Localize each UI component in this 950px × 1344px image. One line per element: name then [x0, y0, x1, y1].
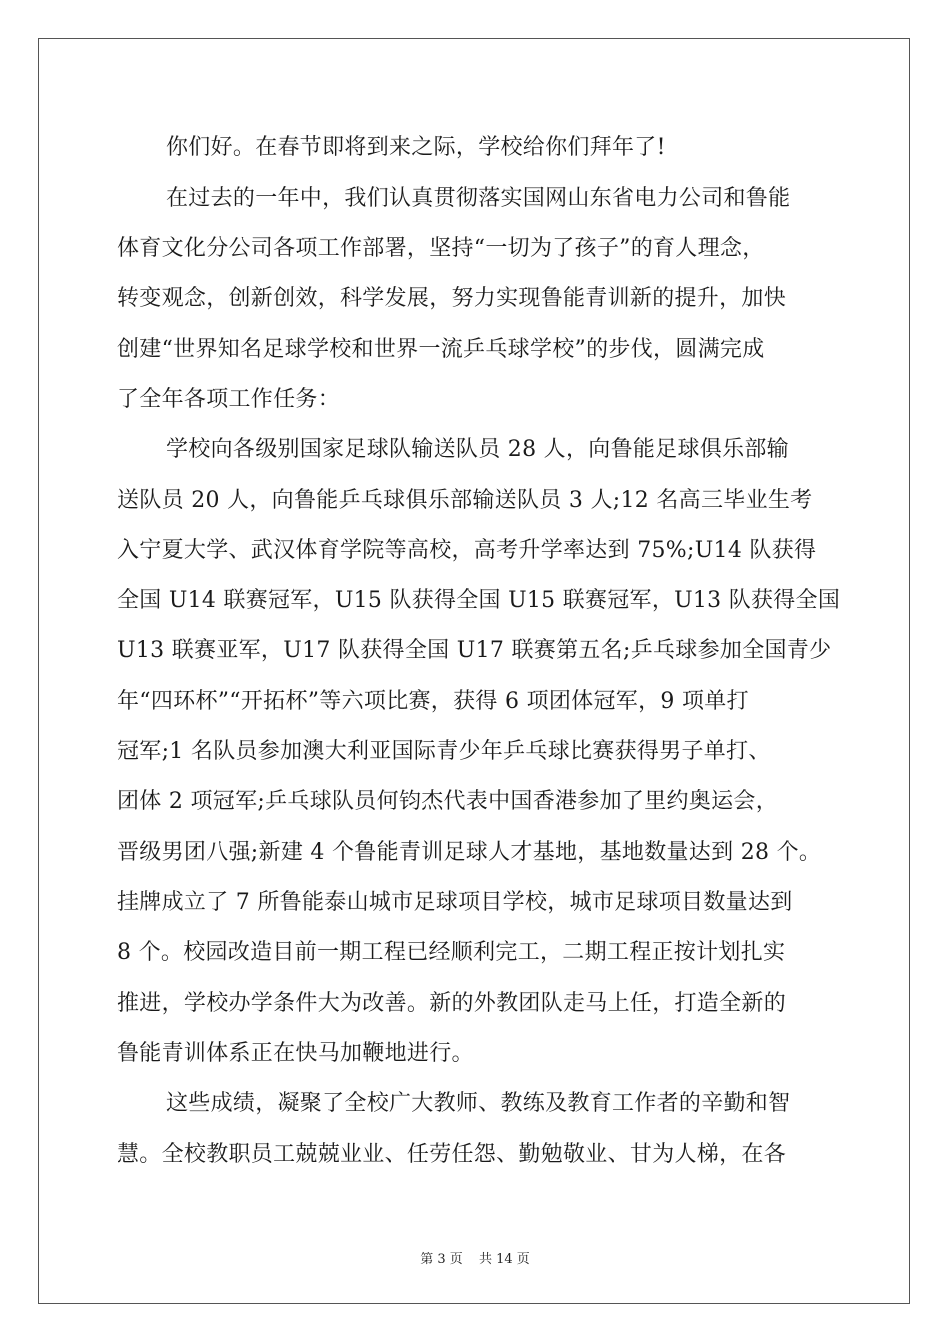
- text-line: 鲁能青训体系正在快马加鞭地进行。: [117, 1041, 474, 1066]
- text-line: 团体 2 项冠军;乒乓球队员何钧杰代表中国香港参加了里约奥运会，: [117, 789, 778, 814]
- text-line: 学校向各级别国家足球队输送队员 28 人，向鲁能足球俱乐部输: [166, 437, 789, 462]
- text-line: 这些成绩，凝聚了全校广大教师、教练及教育工作者的辛勤和智: [166, 1091, 791, 1116]
- text-line: 创建“世界知名足球学校和世界一流乒乓球学校”的步伐，圆满完成: [117, 337, 765, 362]
- page-footer: [0, 1248, 950, 1267]
- page-total: 共 14 页: [478, 1252, 530, 1267]
- text-line: U13 联赛亚军，U17 队获得全国 U17 联赛第五名;乒乓球参加全国青少: [117, 638, 832, 663]
- text-line: 挂牌成立了 7 所鲁能泰山城市足球项目学校，城市足球项目数量达到: [117, 890, 793, 915]
- text-line: 晋级男团八强;新建 4 个鲁能青训足球人才基地，基地数量达到 28 个。: [117, 840, 822, 865]
- text-line: 入宁夏大学、武汉体育学院等高校，高考升学率达到 75%;U14 队获得: [117, 538, 817, 563]
- page-number: 第 3 页: [420, 1252, 463, 1267]
- text-line: 转变观念，创新创效，科学发展，努力实现鲁能青训新的提升，加快: [117, 286, 787, 311]
- text-line: 推进，学校办学条件大为改善。新的外教团队走马上任，打造全新的: [117, 991, 787, 1016]
- text-line: 送队员 20 人，向鲁能乒乓球俱乐部输送队员 3 人;12 名高三毕业生考: [117, 488, 813, 513]
- text-line: 8 个。校园改造目前一期工程已经顺利完工，二期工程正按计划扎实: [117, 940, 786, 965]
- text-line: 在过去的一年中，我们认真贯彻落实国网山东省电力公司和鲁能: [166, 186, 791, 211]
- text-line: 你们好。在春节即将到来之际，学校给你们拜年了!: [166, 135, 666, 160]
- text-line: 全国 U14 联赛冠军，U15 队获得全国 U15 联赛冠军，U13 队获得全国: [117, 588, 841, 613]
- text-line: 慧。全校教职员工兢兢业业、任劳任怨、勤勉敬业、甘为人梯，在各: [117, 1142, 787, 1167]
- text-line: 了全年各项工作任务：: [117, 387, 341, 412]
- text-line: 年“四环杯”“开拓杯”等六项比赛，获得 6 项团体冠军，9 项单打: [117, 689, 749, 714]
- text-line: 体育文化分公司各项工作部署，坚持“一切为了孩子”的育人理念，: [117, 236, 765, 261]
- text-line: 冠军;1 名队员参加澳大利亚国际青少年乒乓球比赛获得男子单打、: [117, 739, 771, 764]
